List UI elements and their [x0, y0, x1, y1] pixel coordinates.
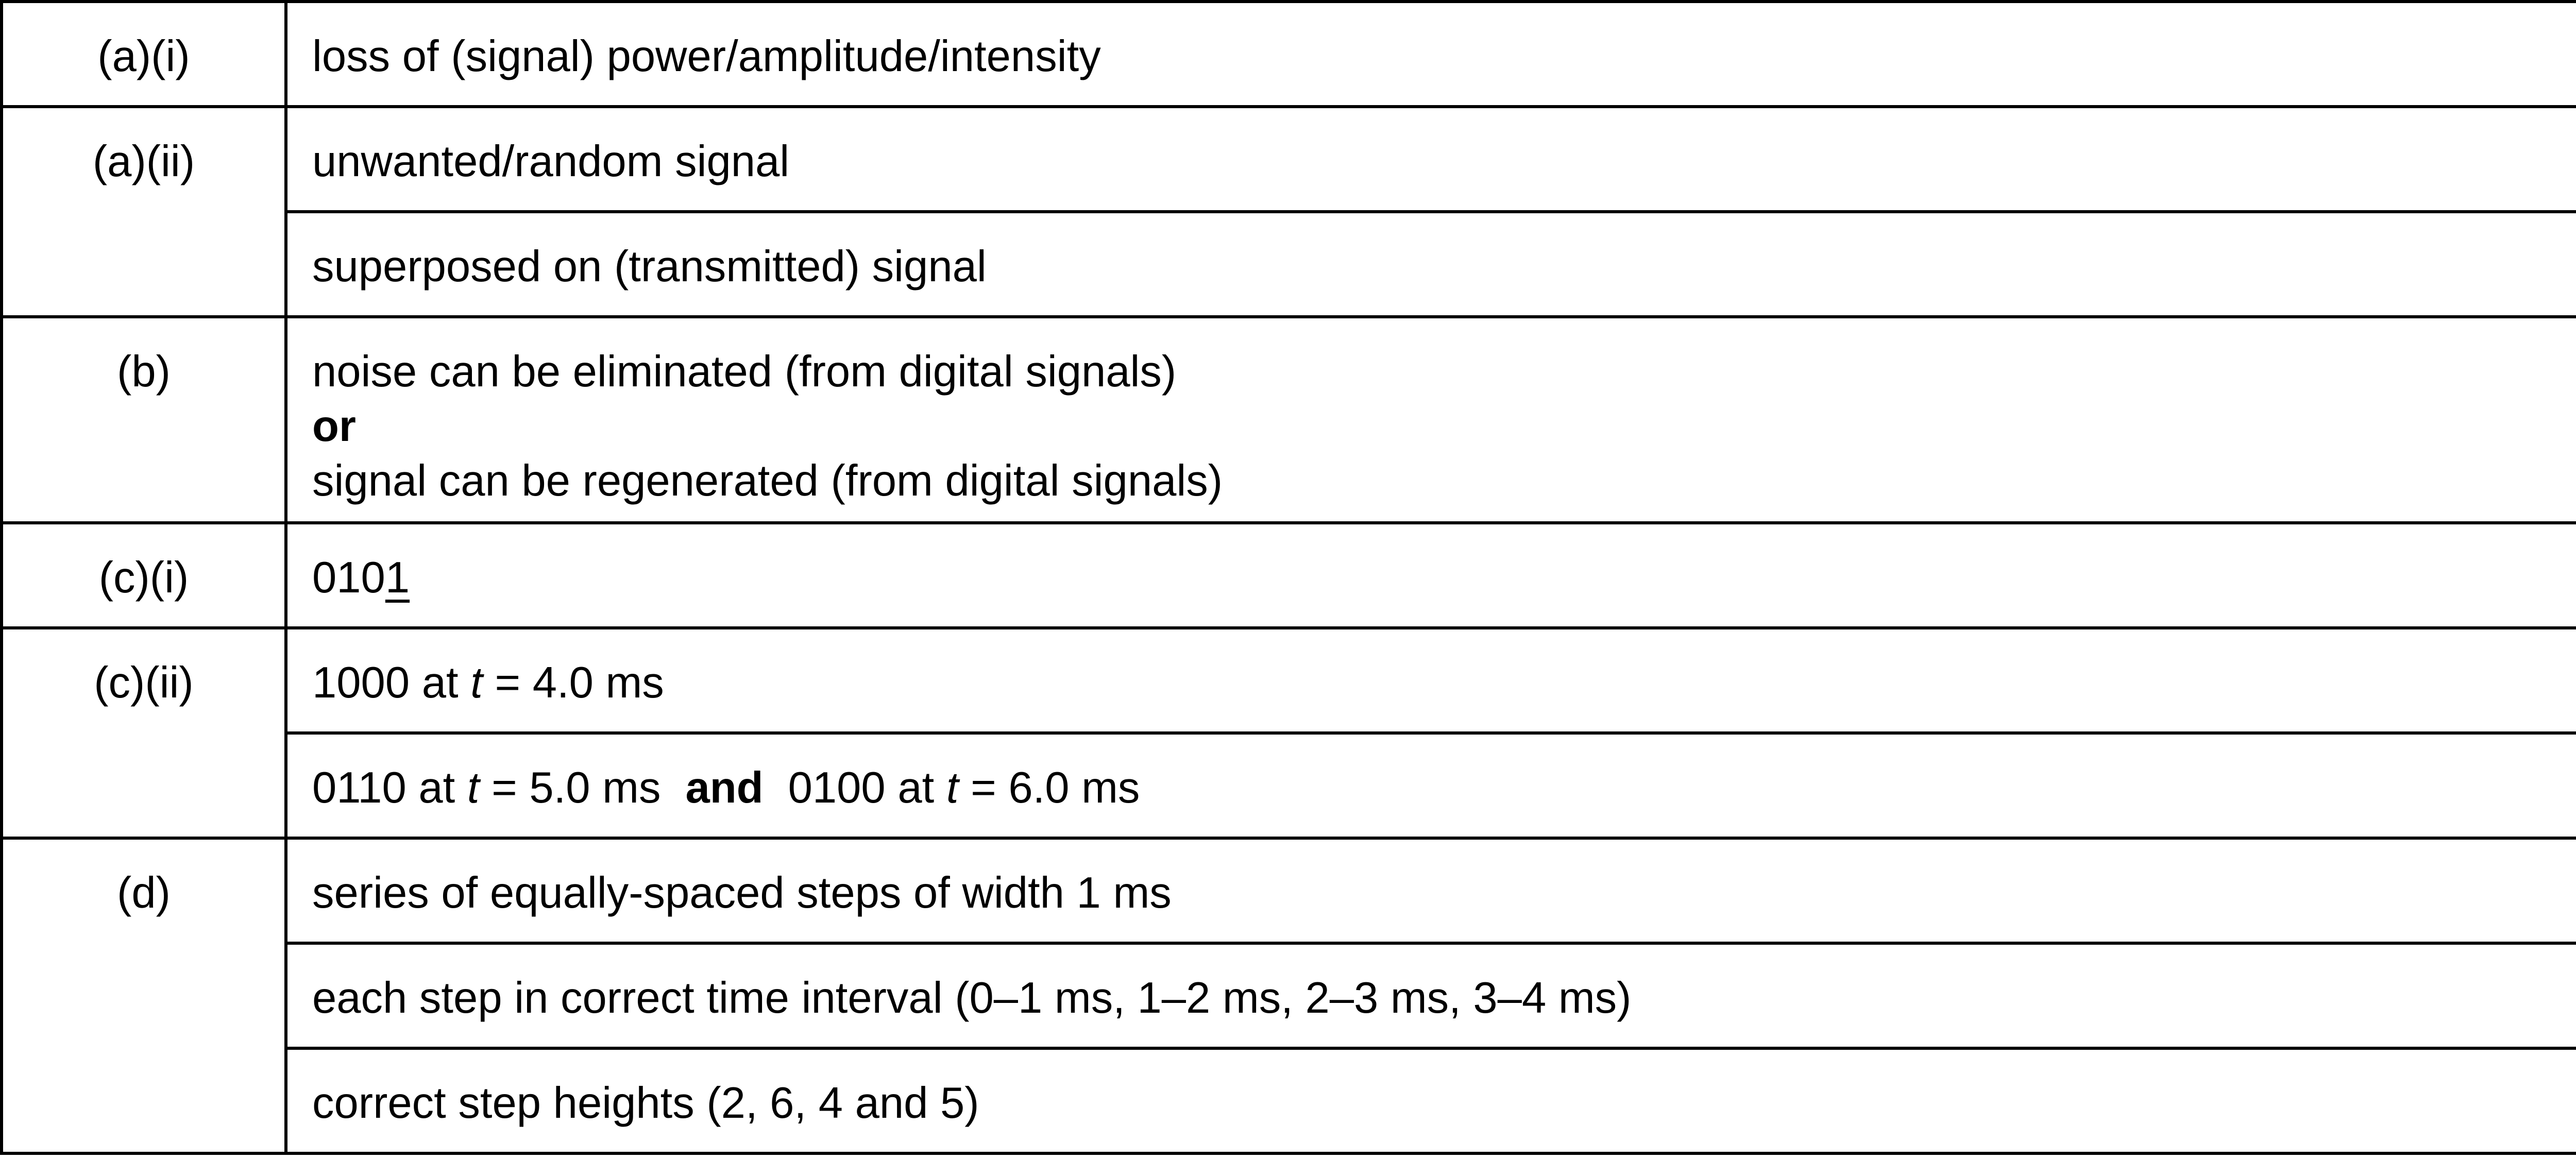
answer-digits: 010 — [312, 553, 385, 602]
table-row — [2, 628, 2576, 733]
and-connector: and — [685, 763, 764, 812]
question-number: (d) — [2, 838, 286, 1153]
answer-text: correct step heights (2, 6, 4 and 5) — [286, 1048, 2576, 1153]
answer-text: each step in correct time interval (0–1 ms, 1–2 ms, 2–3 ms, 3–4 ms) — [286, 943, 2576, 1048]
answer-text — [286, 628, 2576, 733]
or-connector: or — [312, 402, 356, 451]
time-variable: t — [946, 763, 959, 812]
question-number: (c)(ii) — [2, 628, 286, 838]
table-row — [2, 212, 2576, 317]
answer-text: loss of (signal) power/amplitude/intensity — [286, 2, 2576, 107]
table-row — [2, 523, 2576, 628]
table-row — [2, 107, 2576, 212]
answer-line: noise can be eliminated (from digital signals) — [312, 347, 1177, 396]
question-number: (b) — [2, 317, 286, 523]
answer-part: = 6.0 ms — [958, 763, 1140, 812]
answer-part: 0100 at — [788, 763, 946, 812]
answer-text: series of equally-spaced steps of width 1 ms — [286, 838, 2576, 943]
table-row — [2, 2, 2576, 107]
table-row — [2, 1048, 2576, 1153]
table-row — [2, 733, 2576, 838]
answer-text: superposed on (transmitted) signal — [286, 212, 2576, 317]
answer-part: = 4.0 ms — [482, 658, 664, 707]
answer-text — [286, 523, 2576, 628]
answer-text — [286, 317, 2576, 523]
table-row — [2, 838, 2576, 943]
table-row — [2, 317, 2576, 523]
time-variable: t — [467, 763, 480, 812]
question-number: (c)(i) — [2, 523, 286, 628]
answer-part: 0110 at — [312, 763, 467, 812]
answer-part: 1000 at — [312, 658, 471, 707]
time-variable: t — [470, 658, 483, 707]
answer-line: signal can be regenerated (from digital signals) — [312, 456, 1223, 505]
question-number: (a)(i) — [2, 2, 286, 107]
answer-part: = 5.0 ms — [479, 763, 661, 812]
answer-text: unwanted/random signal — [286, 107, 2576, 212]
underlined-digit: 1 — [385, 553, 410, 602]
table-row — [2, 943, 2576, 1048]
question-number: (a)(ii) — [2, 107, 286, 317]
answer-text — [286, 733, 2576, 838]
